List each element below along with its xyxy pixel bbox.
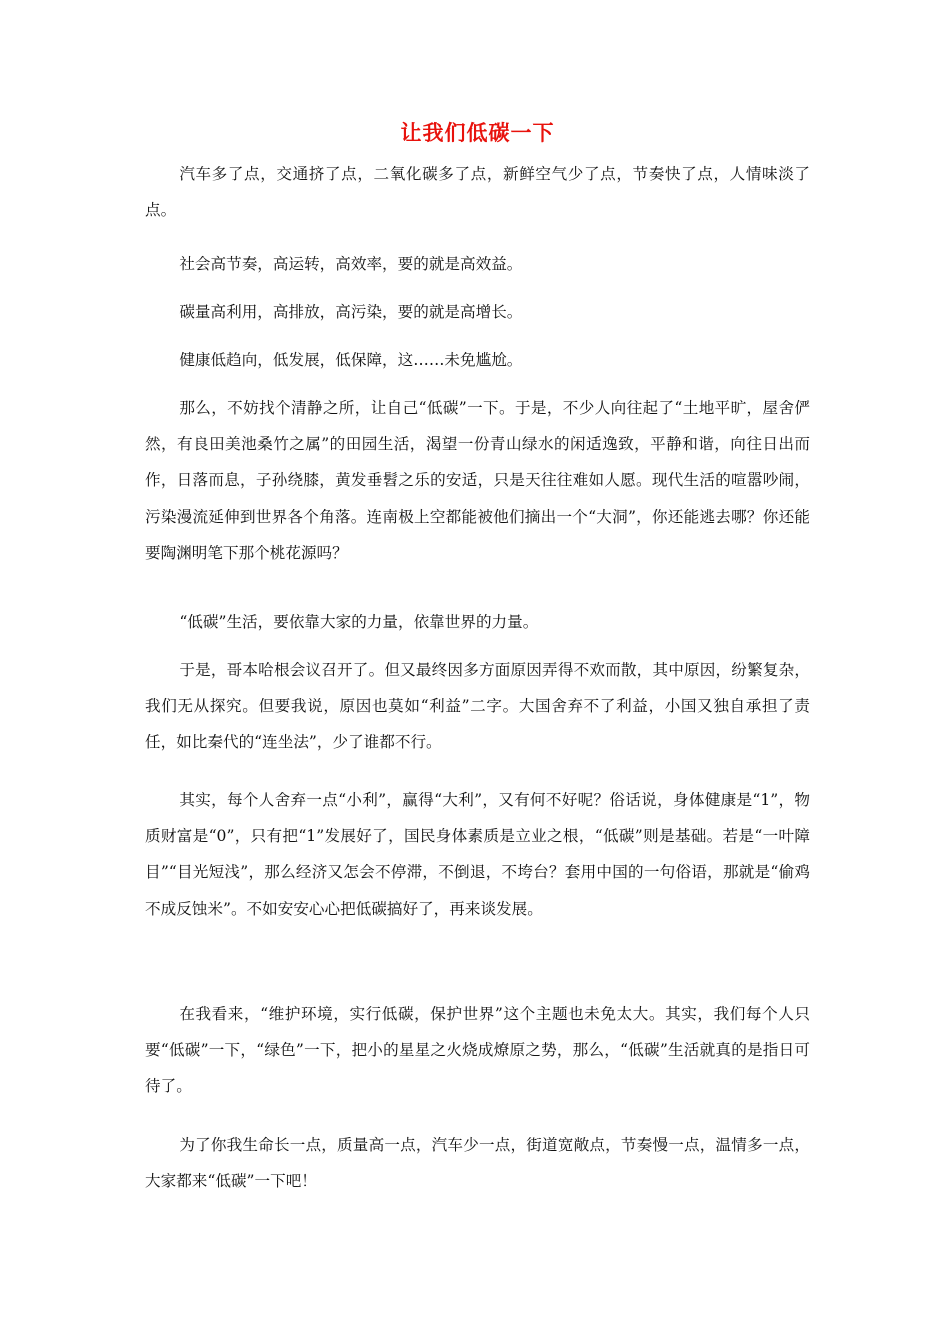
paragraph-7: 于是，哥本哈根会议召开了。但又最终因多方面原因弄得不欢而散，其中原因，纷繁复杂，我们无从探究。但要我说，原因也莫如“利益”二字。大国舍弃不了利益，小国又独自承担了责任，如比秦代的“连坐法”，少了谁都不行。 (145, 661, 810, 752)
paragraph-8: 其实，每个人舍弃一点“小利”，赢得“大利”，又有何不好呢？俗话说，身体健康是“1”，物质财富是“0”，只有把“1”发展好了，国民身体素质是立业之根，“低碳”则是基础。若是“一叶障目”“目光短浅”，那么经济又怎会不停滞，不倒退，不垮台？套用中国的一句俗语，那就是“偷鸡不成反蚀米”。不如安安心心把低碳搞好了，再来谈发展。 (145, 791, 810, 918)
paragraph-4: 健康低趋向，低发展，低保障，这……未免尴尬。 (179, 351, 523, 369)
paragraph-6: “低碳”生活，要依靠大家的力量，依靠世界的力量。 (179, 613, 539, 631)
paragraph-1: 汽车多了点，交通挤了点，二氧化碳多了点，新鲜空气少了点，节奏快了点，人情味淡了点。 (145, 165, 810, 220)
paragraph-5: 那么，不妨找个清静之所，让自己“低碳”一下。于是，不少人向往起了“土地平旷，屋舍俨然，有良田美池桑竹之属”的田园生活，渴望一份青山绿水的闲适逸致，平静和谐，向往日出而作，日落而息，子孙绕膝，黄发垂髫之乐的安适，只是天往往难如人愿。现代生活的喧嚣吵闹，污染漫流延伸到世界各个角落。连南极上空都能被他们摘出一个“大洞”，你还能逃去哪？你还能要陶渊明笔下那个桃花源吗？ (145, 399, 810, 562)
paragraph-10: 为了你我生命长一点，质量高一点，汽车少一点，街道宽敞点，节奏慢一点，温情多一点，大家都来“低碳”一下吧！ (145, 1136, 810, 1191)
paragraph-2: 社会高节奏，高运转，高效率，要的就是高效益。 (179, 255, 523, 273)
paragraph-9: 在我看来，“维护环境，实行低碳，保护世界”这个主题也未免太大。其实，我们每个人只要“低碳”一下，“绿色”一下，把小的星星之火烧成燎原之势，那么，“低碳”生活就真的是指日可待了。 (145, 1005, 810, 1096)
paragraph-3: 碳量高利用，高排放，高污染，要的就是高增长。 (179, 303, 523, 321)
document-title: 让我们低碳一下 (400, 121, 555, 145)
